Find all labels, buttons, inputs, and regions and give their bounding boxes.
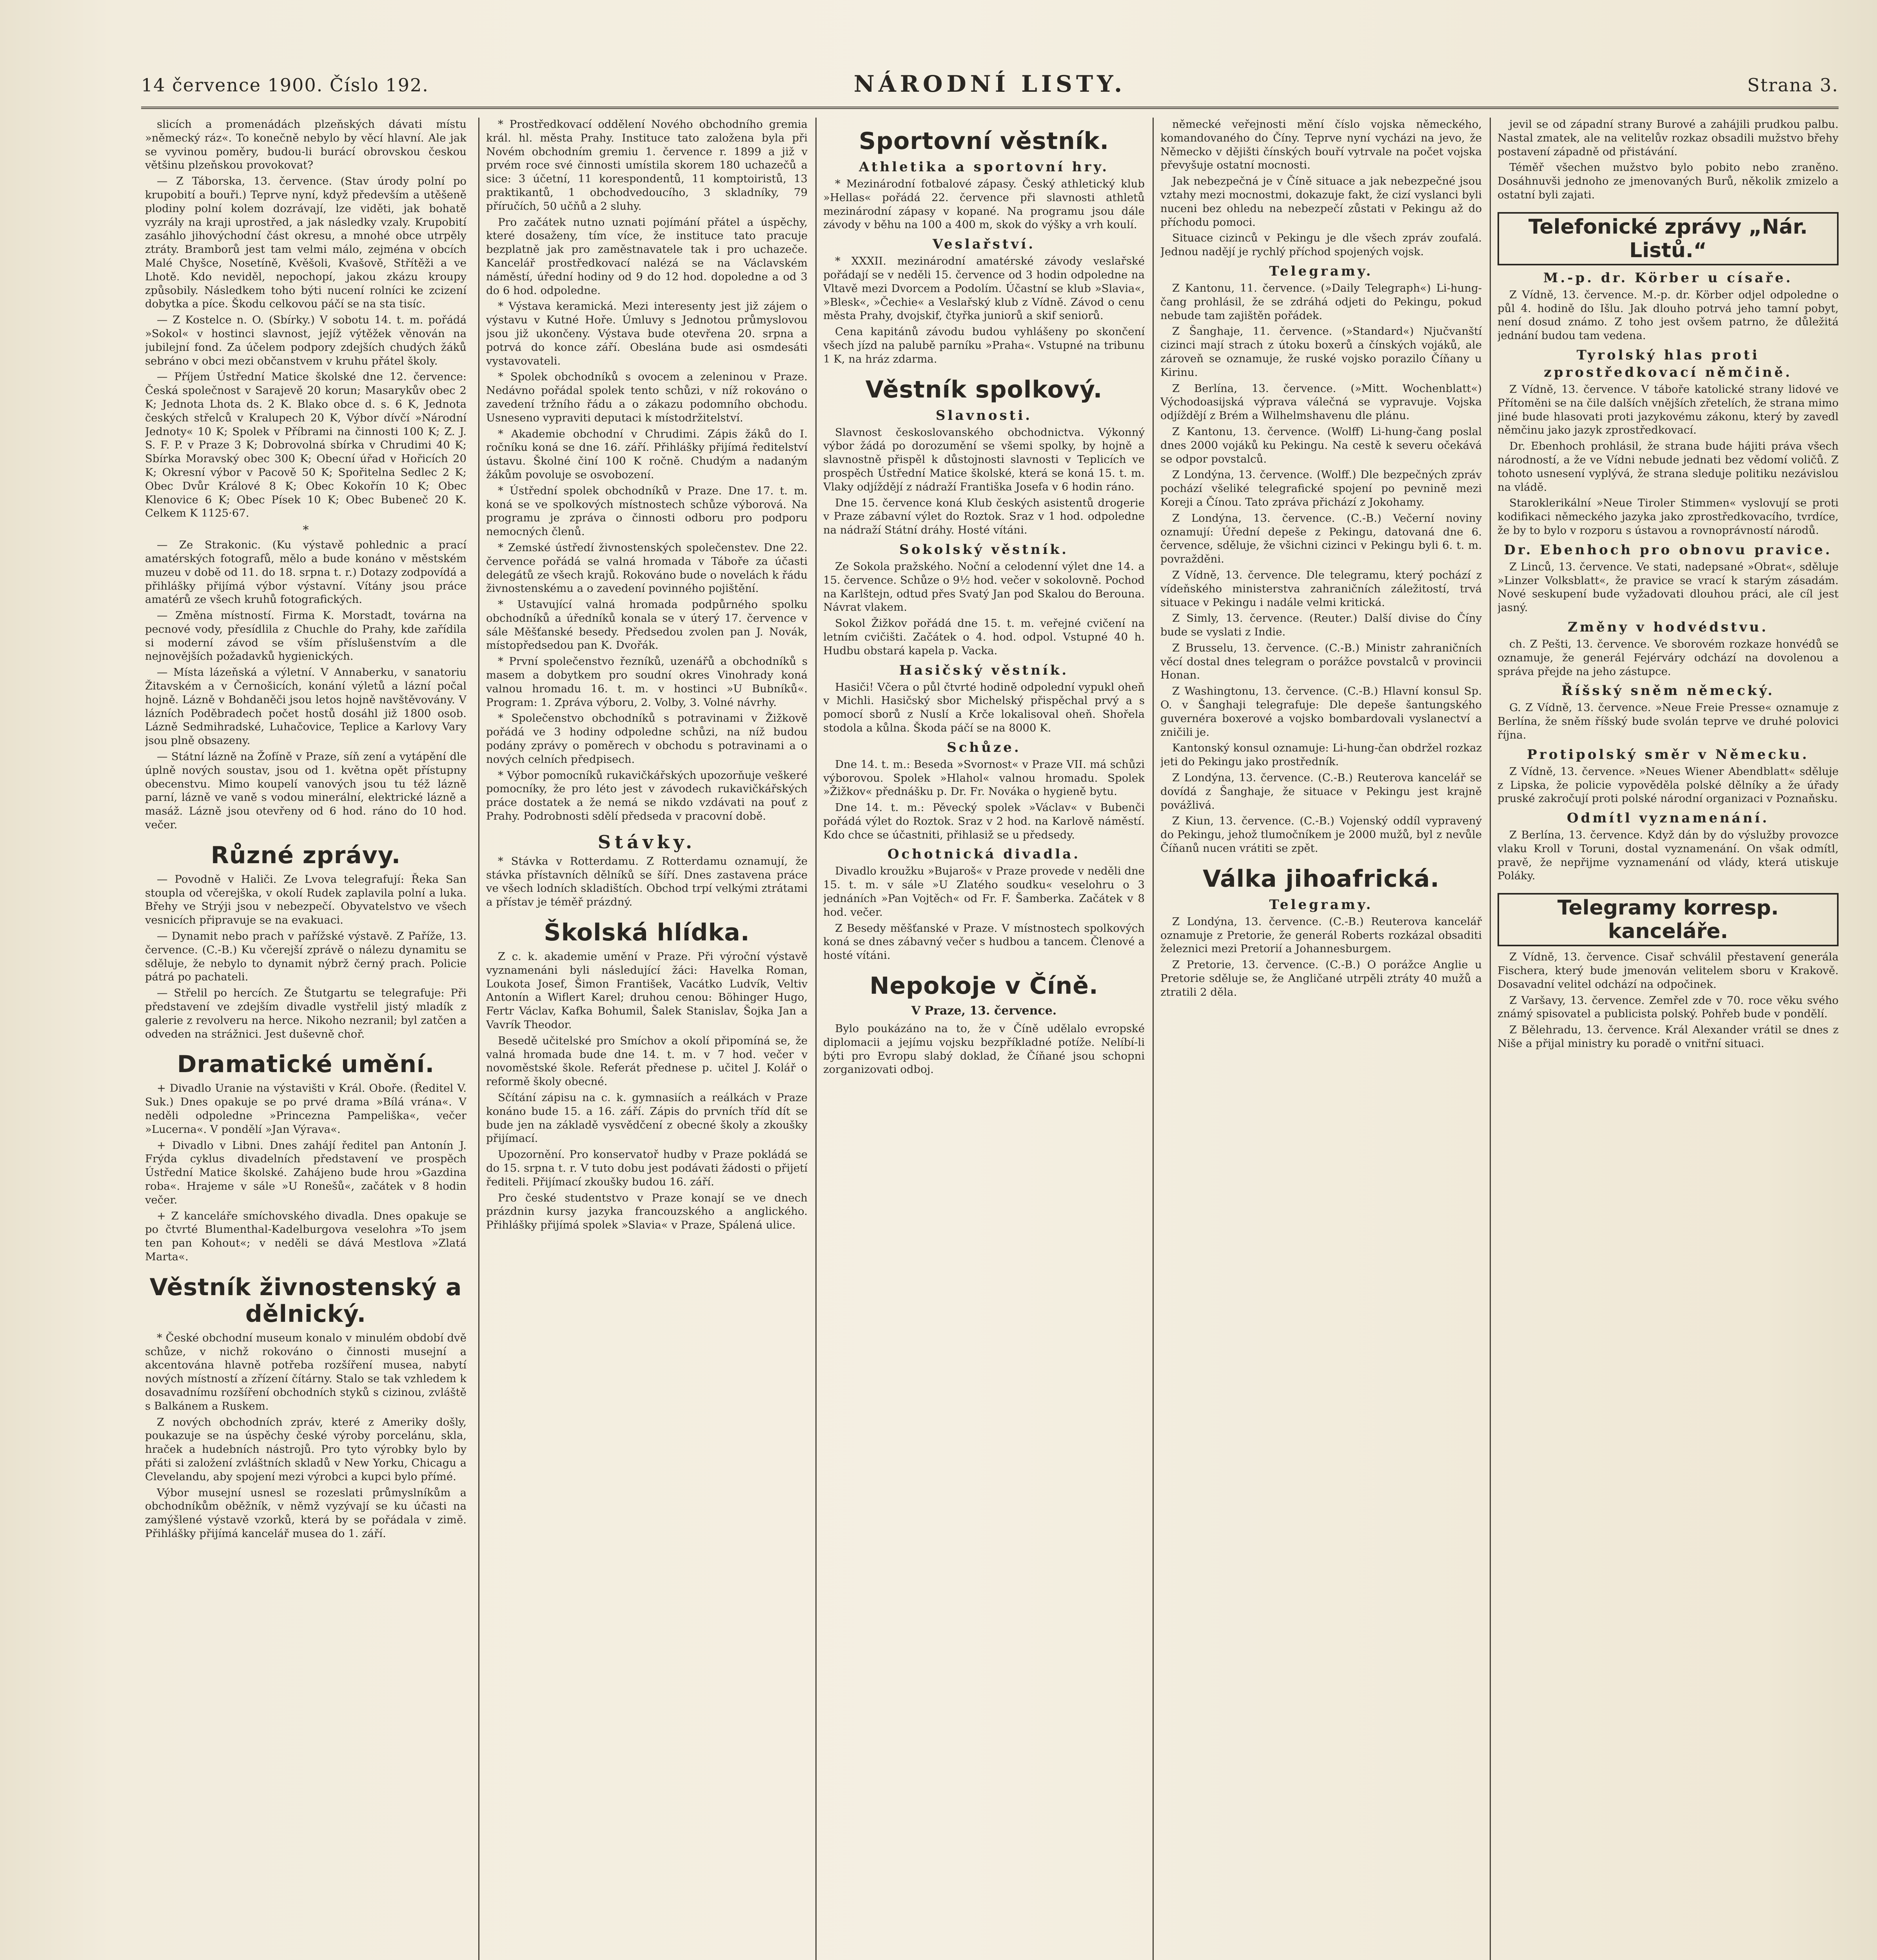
article-paragraph: * Akademie obchodní v Chrudimi. Zápis žáků do I. ročníku koná se dne 16. září. Přihlášky přijímá ředitelství ústavu. Školné činí 100 K ročně. Chudým a nadaným žákům povoluje se osvobození. (486, 427, 808, 481)
subsection-title: Schůze. (947, 739, 1021, 755)
article-paragraph: — Příjem Ústřední Matice školské dne 12. července: Česká společnost v Sarajevě 20 korun; Masarykův obec 2 K; Jednota Lhota ds. 2 K. Blako obce d. s. 6 K, Jednota českých střelců v Kralupech 20 K, Výbor dívčí »Národní Jednoty« 10 K; Spolek v Příbrami na činnosti 100 K; Z. J. S. F. P. v Praze 3 K; Dobrovolná sbírka v Chrudimi 40 K; Sbírka Moravský obec 300 K; Obecní úřad v Hořicích 20 K; Okresní výbor v Pacově 50 K; Spořitelna Sedlec 2 K; Obec Dvůr Králové 8 K; Obec Kokořín 10 K; Obec Klenovice 6 K; Obec Písek 10 K; Obec Bubeneč 20 K. Celkem K 1125·67. (145, 370, 467, 520)
article-paragraph: Ze Sokola pražského. Noční a celodenní výlet dne 14. a 15. července. Schůze o 9½ hod. večer v sokolovně. Pochod na Karlštejn, odtud přes Svatý Jan pod Skalou do Berouna. Návrat vlakem. (823, 560, 1145, 614)
article-paragraph: Z c. k. akademie umění v Praze. Při výroční výstavě vyznamenáni byli následující žáci: Havelka Roman, Loukota Josef, Šimon František, Vacátko Ludvík, Veltiv Antonín a Wiflert Karel; druhou cenou: Böhinger Hugo, Fertr Václav, Kafka Bohumil, Šalek Stanislav, Šojka Jan a Vavrík Theodor. (486, 950, 808, 1031)
article-paragraph: Z Brusselu, 13. července. (C.-B.) Ministr zahraničních věcí dostal dnes telegram o porážce povstalců v provincii Honan. (1160, 641, 1482, 682)
article-paragraph: Z Bělehradu, 13. července. Král Alexander vrátil se dnes z Niše a přijal ministry ku poradě o vnitřní situaci. (1498, 1024, 1839, 1050)
article-paragraph: — Dynamit nebo prach v pařížské výstavě. Z Paříže, 13. července. (C.-B.) Ku včerejší zprávě o nálezu dynamitu se sděluje, že nebylo to dynamit nýbrž černý prach. Policie pátrá po pachateli. (145, 930, 467, 984)
article-paragraph: Z Londýna, 13. července. (C.-B.) Večerní noviny oznamují: Úřední depeše z Pekingu, datovaná dne 6. července, sděluje, že všichni cizinci v Pekingu byli 6. t. m. povražděni. (1160, 512, 1482, 566)
section-heading (486, 919, 808, 946)
article-paragraph: * XXXII. mezinárodní amatérské závody veslařské pořádají se v neděli 15. července od 3 hodin odpoledne na Vltavě mezi Dvorcem a Podolím. Účastní se klub »Slavia«, »Blesk«, »Čechie« a Veslařský klub z Vídně. Závod o cenu města Prahy, dvojskif, čtyřka juniorů a skif seniorů. (823, 255, 1145, 322)
section-heading (145, 1051, 467, 1078)
article-paragraph: Slavnost českoslovanského obchodnictva. Výkonný výbor žádá po dorozumění se všemi spolky, by hojně a slavnostně přispěl k důstojnosti slavnosti v Teplicích ve prospěch Ústřední Matice školské, která se koná 15. t. m. Vlaky odjíždějí z nádraží Františka Josefa v 6 hodin ráno. (823, 426, 1145, 493)
article-paragraph: — Ze Strakonic. (Ku výstavě pohlednic a prací amatérských fotografů, mělo a bude konáno v městském muzeu v době od 11. do 18. srpna t. r.) Dotazy zodpovídá a přihlášky přijímá výbor výstavní. Vítány jsou práce amatérů ze všech kruhů fotografických. (145, 539, 467, 606)
article-paragraph: Pro začátek nutno uznati pojímání přátel a úspěchy, které dosaženy, tím více, že instituce tato pracuje bezplatně jak pro zaměstnavatele tak i pro uchazeče. Kancelář prostředkovací nalézá se na Václavském náměstí, úřední hodiny od 9 do 12 hod. dopoledne a od 3 do 6 hod. odpoledne. (486, 216, 808, 297)
article-paragraph: Dr. Ebenhoch prohlásil, že strana bude hájiti práva všech národností, a že ve Vídni nebude jednati bez vědomí voličů. Z tohoto usnesení vyplývá, že strana sleduje politiku nezávislou na vládě. (1498, 440, 1839, 494)
article-paragraph: — Střelil po hercích. Ze Štutgartu se telegrafuje: Při představení ve zdejším divadle vystřelil jistý mladík z galerie z revolveru na herce. Nikoho nezranil; byl zatčen a odveden na strážnici. Jest duševně choř. (145, 987, 467, 1040)
subsection-title: Ochotnická divadla. (887, 846, 1081, 862)
subsection-title: Sokolský věstník. (899, 541, 1069, 557)
article-paragraph: * České obchodní museum konalo v minulém období dvě schůze, v nichž rokováno o činnosti musejní a akcentována hlavně potřeba rozšíření musea, nabytí nových místností a zřízení čítárny. Stalo se tak vzhledem k dosavadnímu rozšíření obchodních styků s cizinou, zvláště s Balkánem a Ruskem. (145, 1331, 467, 1412)
article-paragraph: Z Vídně, 13. července. »Neues Wiener Abendblatt« sděluje z Lipska, že policie vypověděla polské dělníky a že úřady pruské zakročují proti polské národní organizaci v Poznaňsku. (1498, 765, 1839, 805)
article-paragraph: jevil se od západní strany Burové a zahájili prudkou palbu. Nastal zmatek, ale na velitelův rozkaz obsadili mužstvo břehy postavení západně od přistávání. (1498, 118, 1839, 158)
dateline: V Praze, 13. července. (911, 1004, 1057, 1018)
article-paragraph: Z Kantonu, 11. července. (»Daily Telegraph«) Li-hung-čang prohlásil, že se zdráhá odjeti do Pekingu, pokud nebude tam zajištěn pořádek. (1160, 281, 1482, 322)
article-paragraph: Dne 14. t. m.: Beseda »Svornost« v Praze VII. má schůzi výborovou. Spolek »Hlahol« valnou hromadu. Spolek »Žižkov« přednášku p. Dr. Fr. Nováka o hygieně bytu. (823, 758, 1145, 798)
article-paragraph: Z Kiun, 13. července. (C.-B.) Vojenský oddíl vypravený do Pekingu, jehož tlumočníkem je 2000 mužů, byl z nevůle Číňanů nucen vrátiti se zpět. (1160, 815, 1482, 855)
section-title: Dramatické umění. (177, 1051, 435, 1078)
article-paragraph: * Výbor pomocníků rukavičkářských upozorňuje veškeré pomocníky, že pro léto jest v závodech rukavičkářských práce dostatek a že nemá se nikdo vzdávati na pouť z Prahy. Podrobnosti sdělí předseda v pracovní době. (486, 769, 808, 823)
article-paragraph: slicích a promenádách plzeňských dávati místu »německý ráz«. To konečně nebylo by věcí hlavní. Ale jak se vyvinou poměry, budou-li burácí obrovskou českou většinu plzeňskou provokovat? (145, 118, 467, 172)
article-paragraph: Staroklerikální »Neue Tiroler Stimmen« vyslovují se proti kodifikaci německého jazyka jako zprostředkovacího, tvrdíce, že by to bylo v rozporu s ústavou a rovnoprávností národů. (1498, 497, 1839, 537)
subsection-title: Odmítl vyznamenání. (1567, 810, 1770, 826)
article-paragraph: Kantonský konsul oznamuje: Li-hung-čan obdržel rozkaz jeti do Pekingu jako prostředník. (1160, 742, 1482, 768)
article-paragraph: — Povodně v Haliči. Ze Lvova telegrafují: Řeka San stoupla od včerejška, v okolí Rudek zaplavila polní a luka. Břehy ve Strýji jsou v nebezpečí. Obyvatelstvo ve všech vesnicích připravuje se na evakuaci. (145, 873, 467, 927)
article-paragraph: * Prostředkovací oddělení Nového obchodního gremia král. hl. města Prahy. Instituce tato založena byla při Novém obchodním gremiu 1. července r. 1899 a již v prvém roce své činnosti umístila skorem 180 uchazečů a sice: 3 účetní, 11 korespondentů, 11 komptoiristů, 13 praktikantů, 1 obchodvedoucího, 3 skladníky, 79 příručích, 50 učňů a 2 sluhy. (486, 118, 808, 212)
article-paragraph: Divadlo kroužku »Bujaroš« v Praze provede v neděli dne 15. t. m. v sále »U Zlatého soudku« veselohru o 3 jednáních »Pan Vojtěch« od Fr. F. Šamberka. Začátek v 8 hod. večer. (823, 865, 1145, 918)
section-heading (1498, 893, 1839, 946)
column-separator (1490, 118, 1491, 1960)
column-separator (815, 118, 817, 1960)
article-paragraph: Z Vídně, 13. července. Dle telegramu, který pochází z vídeňského ministerstva zahraničních záležitostí, trvá situace v Pekingu i nadále velmi kritická. (1160, 568, 1482, 609)
article-paragraph: Z Londýna, 13. července. (C.-B.) Reuterova kancelář oznamuje z Pretorie, že generál Roberts rozkázal obsaditi železnici mezi Pretorií a Johannesburgem. (1160, 915, 1482, 955)
article-paragraph: německé veřejnosti mění číslo vojska německého, komandovaného do Číny. Teprve nyní vycházi na jevo, že Německo v dějišti čínských bouří vytrvale na počet vojska převyšuje ostatní mocnosti. (1160, 118, 1482, 172)
subsection-title: Slavnosti. (935, 407, 1033, 423)
article-paragraph: Z Vídně, 13. července. M.-p. dr. Körber odjel odpoledne o půl 4. hodině do Išlu. Jak dlouho potrvá jeho tamní pobyt, není dosud známo. Z toho jest ovšem patrno, že důležitá jednání budou tam vedena. (1498, 288, 1839, 342)
section-title: Věstník živnostenský a dělnický. (149, 1273, 462, 1328)
article-paragraph: * Mezinárodní fotbalové zápasy. Český athletický klub »Hellas« pořádá 22. července při slavnosti athletů mezinárodní zápasy v kopané. Na programu jsou dále závody v běhu na 100 a 400 m, skok do výšky a vrh koulí. (823, 178, 1145, 231)
article-paragraph: + Divadlo v Libni. Dnes zahájí ředitel pan Antonín J. Frýda cyklus divadelních představení ve prospěch Ústřední Matice školské. Zahájeno bude hrou »Gazdina roba«. Hrajeme v sále »U Ronešů«, začátek v 8 hodin večer. (145, 1139, 467, 1206)
date-and-issue: 14 července 1900. Číslo 192. (141, 74, 429, 96)
section-title: Telegramy korresp. kanceláře. (1498, 893, 1839, 946)
subsection-title: Hasičský věstník. (899, 662, 1069, 678)
article-paragraph: ch. Z Pešti, 13. července. Ve sborovém rozkaze honvédů se oznamuje, že generál Fejérváry odchází na dovolenou a správa přejde na jeho zástupce. (1498, 637, 1839, 678)
page-header (141, 67, 1839, 104)
article-paragraph: Z Šanghaje, 11. července. (»Standard«) Njučvanští cizinci mají strach z útoku boxerů a čínských vojáků, ale zároveň se oznamuje, že ruské vojsko porazilo Číňany u Kirinu. (1160, 325, 1482, 379)
article-paragraph: Bylo poukázáno na to, že v Číně udělalo evropské diplomacii a jejímu vojsku bezpříkladné potíže. Nelíbí-li býti pro Evropu slabý doklad, že Číňané jsou schopni zorganizovati odboj. (823, 1022, 1145, 1076)
article-paragraph: Upozornění. Pro konservatoř hudby v Praze pokládá se do 15. srpna t. r. V tuto dobu jest podávati žádosti o přijetí řediteli. Přijímací zkoušky budou 16. září. (486, 1148, 808, 1188)
article-paragraph: — Z Kostelce n. O. (Sbírky.) V sobotu 14. t. m. pořádá »Sokol« v hostinci slavnost, jejíž výtěžek věnován na jubilejní fond. Za účelem podpory zdejších chudých žáků sebráno v obci mezi občanstvem v kruhu přátel školy. (145, 314, 467, 367)
section-title: Různé zprávy. (211, 841, 401, 869)
section-heading (145, 1274, 467, 1327)
section-title: Válka jihoafrická. (1202, 865, 1440, 893)
subsection-title: Veslařství. (932, 236, 1036, 252)
article-paragraph: Besedě učitelské pro Smíchov a okolí připomíná se, že valná hromada bude dne 14. t. m. v 7 hod. večer v novoměstské škole. Referát přednese p. učitel J. Kolář o reformě školy obecné. (486, 1034, 808, 1088)
article-paragraph: Hasiči! Včera o půl čtvrté hodině odpolední vypukl oheň v Michli. Hasičský sbor Michelský přispěchal prvý a s pomocí sborů z Nuslí a Krče lokalisoval oheň. Shořela stodola a kůlna. Škoda páčí se na 8000 K. (823, 681, 1145, 734)
subsection-title: M.-p. dr. Körber u císaře. (1543, 270, 1793, 286)
subsection-title: Telegramy. (1269, 897, 1373, 913)
article-paragraph: Z Vídně, 13. července. Cisař schválil přestavení generála Fischera, který bude jmenován velitelem sboru v Krakově. Dosavadní velitel odchází na odpočinek. (1498, 951, 1839, 991)
article-paragraph: Výbor musejní usnesl se rozeslati průmyslníkům a obchodníkům oběžník, v němž vyzývají se ku účasti na zamýšlené výstavě vzorků, která by se pořádala v zimě. Přihlášky přijímá kancelář musea do 1. září. (145, 1486, 467, 1540)
article-paragraph: * Spolek obchodníků s ovocem a zeleninou v Praze. Nedávno pořádal spolek tento schůzi, v níž rokováno o zavedení tržního řádu a o zákazu podomního obchodu. Usneseno vypraviti deputaci k místodržitelství. (486, 370, 808, 424)
article-paragraph: * Stávka v Rotterdamu. Z Rotterdamu oznamují, že stávka přístavních dělníků se šíří. Dnes zastavena práce ve všech lodních skladištích. Obchod trpí velkými ztrátami a přístav je téměř prázdný. (486, 855, 808, 909)
subsection-title: Říšský sněm německý. (1561, 683, 1775, 699)
article-paragraph: Situace cizinců v Pekingu je dle všech zpráv zoufalá. Jednou nadějí je rychlý příchod spojených vojsk. (1160, 232, 1482, 258)
page-number: Strana 3. (1747, 74, 1839, 96)
section-heading (486, 833, 808, 851)
column-4 (1160, 118, 1482, 1960)
article-paragraph: Téměř všechen mužstvo bylo pobito nebo zraněno. Dosáhnuvši jednoho ze jmenovaných Burů, několik zmizelo a ostatní byli zajati. (1498, 161, 1839, 201)
column-separator (478, 118, 479, 1960)
separator-asterisk: * (303, 523, 309, 537)
section-heading (823, 376, 1145, 403)
article-paragraph: Sčítání zápisu na c. k. gymnasiích a reálkách v Praze konáno bude 15. a 16. září. Zápis do prvních tříd dít se bude jen na základě vysvědčení z obecné školy a zkoušky přijímací. (486, 1091, 808, 1145)
subsection-title: Athletika a sportovní hry. (859, 159, 1109, 175)
article-paragraph: Z Berlína, 13. července. (»Mitt. Wochenblatt«) Východoasijská výprava válečná se vypravuje. Vojska odjíždějí z Brém a Wilhelmshavenu dle plánu. (1160, 382, 1482, 422)
section-heading (1498, 212, 1839, 265)
article-paragraph: Z Vídně, 13. července. V táboře katolické strany lidové ve Přítoměni se na čile dalších vnějších zřetelích, že strana mimo jiné bude hlasovati proti jazykovému zákonu, který by zavedl němčinu jako jazyk zprostředkovací. (1498, 383, 1839, 437)
section-title: Školská hlídka. (544, 919, 750, 947)
article-paragraph: * Ústřední spolek obchodníků v Praze. Dne 17. t. m. koná se ve spolkových místnostech schůze výborová. Na programu je zpráva o činnosti odboru pro podporu nemocných členů. (486, 484, 808, 538)
subsection-title: Dr. Ebenhoch pro obnovu pravice. (1504, 542, 1832, 558)
article-paragraph: * Zemské ústředí živnostenských společenstev. Dne 22. července pořádá se valná hromada v Táboře za účasti delegátů ze všech krajů. Rokováno bude o novelách k řádu živnostenskému a o zavedení povinného pojištění. (486, 541, 808, 595)
article-paragraph: Z Berlína, 13. července. Když dán by do výslužby provozce vlaku Kroll v Toruni, dostal vyznamenání. On však odmítl, pravě, že nepřijme vyznamenání od vlády, která utiskuje Poláky. (1498, 829, 1839, 882)
article-paragraph: * Společenstvo obchodníků s potravinami v Žižkově pořádá ve 3 hodiny odpoledne schůzi, na níž budou podány zprávy o poměrech v obchodu s potravinami a o nových celních předpisech. (486, 712, 808, 766)
article-paragraph: Z Besedy měšťanské v Praze. V místnostech spolkových koná se dnes zábavný večer s hudbou a tancem. Členové a hosté vítáni. (823, 922, 1145, 962)
column-separator (1153, 118, 1154, 1960)
section-title: Nepokoje v Číně. (870, 972, 1098, 1000)
subsection-title: Protipolský směr v Německu. (1527, 746, 1809, 762)
article-paragraph: Sokol Žižkov pořádá dne 15. t. m. veřejné cvičení na letním cvičišti. Začátek o 4. hod. odpol. Vstupné 40 h. Hudbu obstará kapela p. Vacka. (823, 617, 1145, 657)
section-title: Stávky. (597, 831, 696, 853)
article-paragraph: Cena kapitánů závodu budou vyhlášeny po skončení všech jízd na palubě parníku »Praha«. Vstupné na tribunu 1 K, na hráz zdarma. (823, 325, 1145, 365)
article-paragraph: Z Varšavy, 13. července. Zemřel zde v 70. roce věku svého známý spisovatel a publicista polský. Pohřeb bude v pondělí. (1498, 994, 1839, 1020)
subsection-title: Telegramy. (1269, 263, 1373, 279)
section-title: Věstník spolkový. (865, 376, 1103, 403)
article-paragraph: * První společenstvo řezníků, uzenářů a obchodníků s masem a dobytkem pro soudní okres Vinohrady koná valnou hromadu 16. t. m. v hostinci »U Bubníků«. Program: 1. Zpráva výboru, 2. Volby, 3. Volné návrhy. (486, 655, 808, 709)
section-heading (1160, 866, 1482, 892)
article-paragraph: — Změna místností. Firma K. Morstadt, továrna na pecnové vody, přesídlila z Chuchle do Prahy, kde zařídila si moderní závod se vším příslušenstvím a dle nejnovějších požadavků hygienických. (145, 609, 467, 663)
article-paragraph: * Ustavující valná hromada podpůrného spolku obchodníků a úředníků konala se v úterý 17. července v sále Měšťanské besedy. Předsedou zvolen pan J. Novák, místopředsedou pan K. Dvořák. (486, 598, 808, 652)
article-paragraph: — Místa lázeňská a výletní. V Annaberku, v sanatoriu Žitavském a v Černošicích, konání výletů a lázní počal hojně. Lázně v Bohdaněči jsou letos hojně navštěvovány. V lázních Poděbradech počet hostů dosáhl již 1800 osob. Lázně Sedmihradské, Luhačovice, Teplice a Karlovy Vary jsou plně obsazeny. (145, 666, 467, 747)
section-title: Sportovní věstník. (859, 127, 1109, 155)
article-paragraph: — Z Táborska, 13. července. (Stav úrody polní po krupobití a bouři.) Teprve nyní, když především a utěšeně plodiny polní kolem dozrávají, lze viděti, jak bohatě vyzrály na kraji uprostřed, a jak následky vzaly. Krupobití zasáhlo jihovýchodní část okresu, a mnohé obce utrpěly ztráty. Bramborů jest tam velmi málo, zejména v obcích Malé Chyšce, Nosetíně, Kvěšoli, Kvašově, Střítěži a ve Lhotě. Kdo neviděl, nepochopí, jakou zkázu kroupy způsobily. Následkem toho býti nucení rolníci ke zcizení dobytka a píce. Škodu celkovou páčí se na sta tisíc. (145, 175, 467, 310)
newspaper-title: NÁRODNÍ LISTY. (853, 71, 1126, 97)
article-paragraph: Z Pretorie, 13. července. (C.-B.) O porážce Anglie u Pretorie sděluje se, že Angličané utrpěli ztráty 40 mužů a ztratili 2 děla. (1160, 958, 1482, 998)
article-paragraph: + Z kanceláře smíchovského divadla. Dnes opakuje se po čtvrté Blumenthal-Kadelburgova veselohra »To jsem ten pan Kohout«; v neděli se dává Mestlova »Zlatá Marta«. (145, 1209, 467, 1263)
article-paragraph: — Státní lázně na Žofíně v Praze, síň zení a vytápění dle úplně nových soustav, jsou od 1. května opět přístupny obecenstvu. Mimo koupelí vanových jsou tu též lázně parní, lázně ve vaně s vodou minerální, elektrické lázně a masáž. Lázně jsou otevřeny od 6 hod. ráno do 10 hod. večer. (145, 750, 467, 831)
section-title: Telefonické zprávy „Nár. Listů.“ (1498, 212, 1839, 265)
article-paragraph: Z Washingtonu, 13. července. (C.-B.) Hlavní konsul Sp. O. v Šanghaji telegrafuje: Dle depeše šantungského guvernéra boxerové a vojsko bombardovali vyslanectví a zničili je. (1160, 685, 1482, 739)
article-paragraph: Pro české studentstvo v Praze konají se ve dnech prázdnin kursy jazyka francouzského a anglického. Přihlášky přijímá spolek »Slavia« v Praze, Spálená ulice. (486, 1191, 808, 1232)
column-2 (486, 118, 808, 1960)
article-paragraph: Z Londýna, 13. července. (C.-B.) Reuterova kancelář se dovídá z Šanghaje, že situace v Pekingu jest krajně povážlivá. (1160, 771, 1482, 811)
subsection-title: Tyrolský hlas proti zprostředkovací němčině. (1544, 347, 1792, 380)
article-paragraph: Jak nebezpečná je v Číně situace a jak nebezpečné jsou vztahy mezi mocnostmi, dokazuje fakt, že cizí vyslanci byli nuceni bez ohledu na nebezpečí zůstati v Pekingu až do příchodu pomoci. (1160, 175, 1482, 229)
article-paragraph: Z Kantonu, 13. července. (Wolff) Li-hung-čang poslal dnes 2000 vojáků ku Pekingu. Na cestě k severu očekává se odpor povstalců. (1160, 425, 1482, 465)
header-rule (141, 107, 1839, 109)
section-heading (823, 973, 1145, 999)
subsection-title: Změny v hodvédstvu. (1568, 619, 1768, 635)
column-5 (1498, 118, 1839, 1960)
article-paragraph: + Divadlo Uranie na výstavišti v Král. Oboře. (Ředitel V. Suk.) Dnes opakuje se po prvé drama »Bílá vrána«. V neděli odpoledne »Princezna Pampeliška«, večer »Lucerna«. V pondělí »Jan Výrava«. (145, 1082, 467, 1136)
article-paragraph: Dne 14. t. m.: Pěvecký spolek »Václav« v Bubenči pořádá výlet do Roztok. Sraz v 2 hod. na Karlově náměstí. Kdo chce se účastniti, přihlasiž se u předsedy. (823, 801, 1145, 841)
article-paragraph: Z Simly, 13. července. (Reuter.) Další divise do Číny bude se vyslati z Indie. (1160, 612, 1482, 639)
article-paragraph: Z Londýna, 13. července. (Wolff.) Dle bezpečných zpráv pochází všeliké telegrafické spojení po pevnině mezi Koreji a Čínou. Tato zpráva přichází z Jokohamy. (1160, 468, 1482, 508)
article-paragraph: G. Z Vídně, 13. července. »Neue Freie Presse« oznamuje z Berlína, že sněm říšský bude svolán teprve ve druhé polovici října. (1498, 701, 1839, 741)
section-heading (145, 842, 467, 869)
article-paragraph: Dne 15. července koná Klub českých asistentů drogerie v Praze zábavní výlet do Roztok. Sraz v 1 hod. odpoledne na nádraží Státní dráhy. Hosté vítáni. (823, 496, 1145, 537)
article-paragraph: Z nových obchodních zpráv, které z Ameriky došly, poukazuje se na úspěchy české výroby porcelánu, skla, hraček a hudebních nástrojů. Pro tyto výrobky bylo by přáti si založení zvláštních skladů v New Yorku, Chicagu a Clevelandu, aby spojení mezi výrobci a kupci bylo přímé. (145, 1416, 467, 1483)
column-3 (823, 118, 1145, 1960)
section-heading (823, 128, 1145, 154)
column-1 (145, 118, 467, 1960)
article-paragraph: Z Linců, 13. července. Ve stati, nadepsané »Obrat«, sděluje »Linzer Volksblatt«, že pravice se vrací k starým zásadám. Nové seskupení bude vyžadovati dlouhou práci, ale cíl jest jasný. (1498, 560, 1839, 614)
article-paragraph: * Výstava keramická. Mezi interesenty jest již zájem o výstavu v Kutné Hoře. Úmluvy s Jednotou průmyslovou jsou již ukončeny. Výstava bude otevřena 20. srpna a potrvá do konce září. Obeslána bude asi osmdesáti vystavovateli. (486, 300, 808, 367)
